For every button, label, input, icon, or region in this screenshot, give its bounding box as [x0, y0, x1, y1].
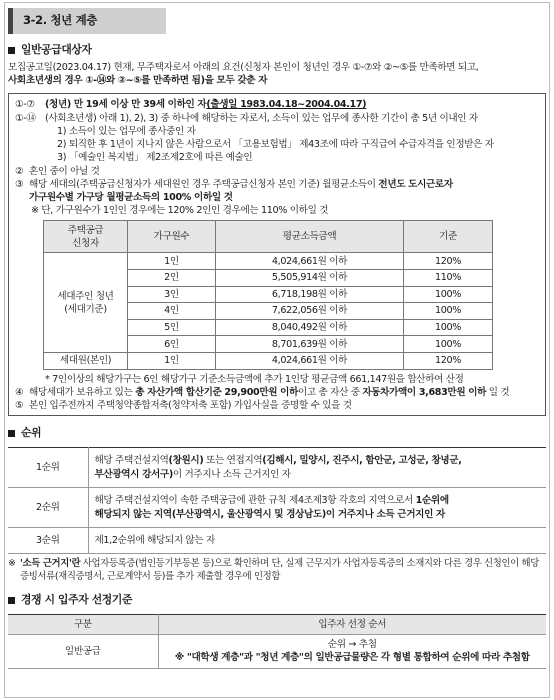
income-criteria: 120% — [404, 353, 493, 370]
table-row — [8, 448, 546, 488]
selection-row-desc — [158, 635, 546, 668]
condition-2-number: ② — [15, 165, 24, 177]
condition-1a-label: (청년) 만 19세 이상 만 39세 이하인 자 — [45, 99, 207, 111]
priority-table — [8, 447, 546, 554]
priority-note — [8, 558, 546, 584]
table-row — [8, 488, 546, 528]
priority-1-bold-1: (창원시) — [168, 455, 204, 467]
selection-header-row — [8, 615, 546, 635]
income-table-header-income: 평균소득금액 — [216, 221, 404, 253]
condition-1b-item-2: 2) 퇴직한 후 1년이 지나지 않은 사람으로서 「고용보험법」 제43조에 따라 구직급여 수급자격을 인정받은 자 — [57, 139, 494, 151]
section-title — [8, 8, 166, 34]
condition-2-text: 혼인 중이 아닐 것 — [29, 165, 100, 177]
selection-row-label: 일반공급 — [8, 635, 158, 668]
condition-2 — [15, 165, 539, 178]
condition-4-bold-1: 총 자산가액 합산기준 29,900만원 이하 — [135, 386, 299, 398]
income-household-count: 2인 — [128, 270, 216, 287]
condition-4-number: ④ — [15, 386, 24, 398]
condition-3-note: ※ 단, 가구원수가 1인인 경우에는 120% 2인인 경우에는 110% 이하일 것 — [31, 205, 329, 217]
condition-3-text — [29, 178, 539, 204]
table-row — [8, 528, 546, 554]
income-table-header-criteria: 기준 — [404, 221, 493, 253]
condition-1a-text — [45, 98, 539, 111]
condition-1a-number: ①-⑦ — [15, 99, 35, 111]
income-criteria: 100% — [404, 303, 493, 320]
eligibility-intro — [8, 61, 546, 87]
condition-3 — [15, 178, 539, 204]
income-table-header-row — [44, 221, 493, 253]
condition-3-number: ③ — [15, 178, 24, 190]
income-criteria: 100% — [404, 336, 493, 353]
selection-col-order: 입주자 선정 순서 — [158, 615, 546, 635]
condition-4-mid: 이고 총 자산 중 — [298, 386, 360, 398]
income-criteria: 100% — [404, 319, 493, 336]
income-table-body — [44, 253, 493, 369]
condition-5-text: 본인 입주전까지 주택청약종합저축(청약저축 포함) 가입사실을 증명할 수 있을 것 — [29, 400, 352, 412]
priority-rank-desc: 제1,2순위에 해당되지 않는 자 — [88, 528, 546, 554]
condition-4-text — [29, 386, 539, 399]
priority-note-text — [20, 558, 546, 584]
income-household-count: 6인 — [128, 336, 216, 353]
income-amount: 8,040,492원 이하 — [216, 319, 404, 336]
selection-col-category: 구분 — [8, 615, 158, 635]
priority-1-pre: 해당 주택건설지역 — [94, 455, 169, 467]
priority-1-mid: 또는 연접지역 — [203, 455, 263, 467]
eligibility-intro-line-2: 사회초년생의 경우 ①-⑭와 ②~⑤를 만족하면 됨)을 모두 갖춘 자 — [8, 75, 268, 87]
eligibility-intro-line-1: 모집공고일(2023.04.17) 현재, 무주택자로서 아래의 요건(신청자 본인이 청년인 경우 ①-⑦와 ②~⑤를 만족하면 되고, — [8, 61, 479, 73]
eligibility-heading-text: 일반공급대상자 — [21, 43, 92, 56]
condition-3-bold-1: 전년도 도시근로자 — [378, 178, 453, 190]
priority-note-bold: '소득 근거지'란 — [20, 558, 81, 570]
condition-5-number: ⑤ — [15, 400, 24, 412]
selection-heading-text: 경쟁 시 입주자 선정기준 — [21, 593, 133, 607]
income-amount: 5,505,914원 이하 — [216, 270, 404, 287]
income-criteria: 100% — [404, 286, 493, 303]
condition-5 — [15, 399, 539, 412]
condition-3-pre: 해당 세대의(주택공급신청자가 세대원인 경우 주택공급신청자 본인 기준) 월평균소득이 — [29, 178, 376, 190]
eligibility-conditions-box — [8, 93, 546, 416]
income-table-group-label — [44, 253, 128, 353]
priority-1-bold-3: 부산광역시 강서구) — [94, 468, 173, 480]
income-household-count: 1인 — [128, 253, 216, 270]
income-table-group-label-1: 세대주인 청년 — [57, 290, 114, 302]
bullet-square-icon — [8, 47, 15, 54]
income-table — [43, 220, 493, 369]
condition-1b-item-1: 1) 소득이 있는 업무에 종사중인 자 — [57, 125, 196, 137]
priority-1-post: 이 거주지나 소득 근거지인 자 — [172, 468, 291, 480]
table-row — [44, 353, 493, 370]
priority-note-mark: ※ — [8, 558, 16, 570]
income-criteria: 110% — [404, 270, 493, 287]
priority-rank-label: 1순위 — [8, 448, 88, 488]
condition-1b-item-3: 3) 「예술인 복지법」 제2조제2호에 따른 예술인 — [57, 152, 253, 164]
priority-1-bold-2: (김해시, 밀양시, 진주시, 함안군, 고성군, 창녕군, — [262, 455, 462, 467]
condition-4-post: 일 것 — [488, 386, 510, 398]
condition-4-pre: 해당세대가 보유하고 있는 — [29, 386, 133, 398]
priority-rank-desc — [88, 448, 546, 488]
condition-4-bold-2: 자동차가액이 3,683만원 이하 — [362, 386, 487, 398]
priority-rank-desc — [88, 488, 546, 528]
income-amount: 4,024,661원 이하 — [216, 353, 404, 370]
table-row — [8, 635, 546, 668]
income-table-header-household: 가구원수 — [128, 221, 216, 253]
condition-3-bold-2: 가구원수별 가구당 월평균소득의 100% 이하일 것 — [29, 192, 233, 203]
bullet-square-icon — [8, 430, 15, 437]
priority-2-bold-2: 해당되지 않는 지역(부산광역시, 울산광역시 및 경상남도)이 거주지나 소득 근거지인 자 — [94, 508, 445, 520]
table-row — [44, 253, 493, 270]
selection-table — [8, 614, 546, 668]
condition-1b-number: ①-⑭ — [15, 112, 36, 124]
priority-2-bold-1: 1순위에 — [415, 495, 449, 507]
income-amount: 6,718,198원 이하 — [216, 286, 404, 303]
income-household-count: 1인 — [128, 353, 216, 370]
income-household-count: 5인 — [128, 319, 216, 336]
priority-2-pre: 해당 주택건설지역이 속한 주택공급에 관한 규칙 제4조제3항 각호의 지역으로서 — [94, 495, 413, 507]
income-criteria: 120% — [404, 253, 493, 270]
priority-heading-text: 순위 — [21, 426, 42, 440]
priority-heading — [8, 426, 546, 441]
income-table-group-label-2: (세대기준) — [64, 303, 107, 315]
condition-1a — [15, 98, 539, 111]
priority-rank-label: 2순위 — [8, 488, 88, 528]
section-title-text: 3-2. 청년 계층 — [23, 13, 98, 28]
income-amount: 7,622,056원 이하 — [216, 303, 404, 320]
income-household-count: 4인 — [128, 303, 216, 320]
selection-heading — [8, 593, 546, 608]
priority-rank-label: 3순위 — [8, 528, 88, 554]
selection-line-1: 순위 → 추첨 — [327, 639, 377, 651]
priority-note-body: 사업자등록증(법인등기부등본 등)으로 확인하며 단, 실제 근무지가 사업자등록증의 소재지와 다른 경우 신청인이 해당 증빙서류(재직증명서, 근로계약서 등)를 추가 제출할 경우에 인정함 — [20, 558, 539, 583]
condition-1b — [15, 112, 539, 125]
income-amount: 4,024,661원 이하 — [216, 253, 404, 270]
income-table-header-applicant: 주택공급 신청자 — [44, 221, 128, 253]
condition-1a-birthdate: (출생일 1983.04.18~2004.04.17) — [206, 99, 367, 111]
selection-line-2: ※ "대학생 계층"과 "청년 계층"의 일반공급물량은 각 형별 통합하여 순위에 따라 추첨함 — [174, 652, 530, 664]
income-table-note: * 7인이상의 해당가구는 6인 해당가구 기준소득금액에 추가 1인당 평균금액 661,147원을 합산하여 산정 — [45, 373, 464, 385]
income-household-count: 3인 — [128, 286, 216, 303]
condition-4 — [15, 386, 539, 399]
income-amount: 8,701,639원 이하 — [216, 336, 404, 353]
income-table-last-label: 세대원(본인) — [44, 353, 128, 370]
bullet-square-icon — [8, 597, 15, 604]
eligibility-heading — [8, 43, 546, 58]
condition-1b-text: (사회초년생) 아래 1), 2), 3) 중 하나에 해당하는 자로서, 소득이 있는 업무에 종사한 기간이 총 5년 이내인 자 — [45, 112, 478, 124]
